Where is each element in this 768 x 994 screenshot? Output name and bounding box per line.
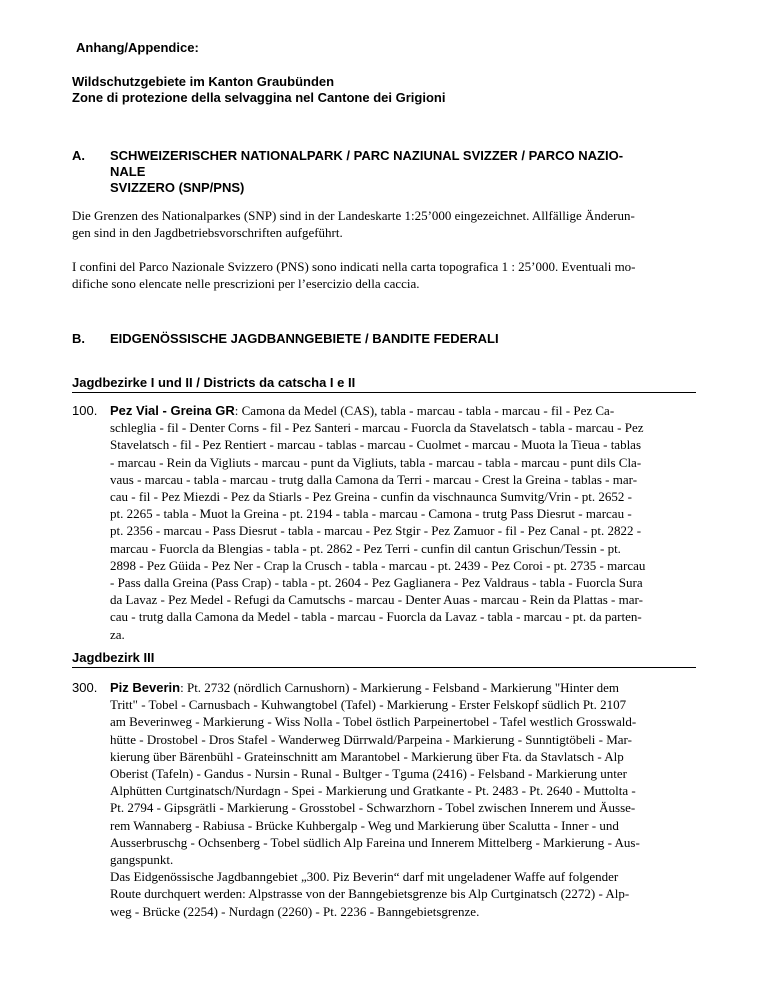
entry-100-line: - marcau - Rein da Vigliuts - marcau - punt da Vigliuts, tabla - marcau - tabla - marcau - punt dils Cla- [110, 454, 642, 470]
entry-300-line: Tritt" - Tobel - Carnusbach - Kuhwangtobel (Tafel) - Markierung - Erster Felskopf südlich Pt. 2107 [110, 697, 627, 713]
section-a-title-line1: SCHWEIZERISCHER NATIONALPARK / PARC NAZIUNAL SVIZZER / PARCO NAZIO- [110, 148, 624, 163]
para-de-line1: Die Grenzen des Nationalparkes (SNP) sind in der Landeskarte 1:25’000 eingezeichnet. Allfällige Änderun- [72, 208, 635, 223]
section-a-letter: A. [72, 148, 85, 163]
district-3-heading: Jagdbezirk III [72, 650, 155, 665]
entry-300-line: gangspunkt. [110, 852, 174, 868]
entry-300-line: Pt. 2794 - Gipsgrätli - Markierung - Grosstobel - Schwarzhorn - Tobel zwischen Innerem und Äusse- [110, 800, 636, 816]
section-a-title-line3: SVIZZERO (SNP/PNS) [110, 180, 245, 195]
entry-100-line: vaus - marcau - tabla - marcau - trutg dalla Camona da Terri - marcau - Crest la Greina - tablas - mar- [110, 471, 638, 487]
entry-300-line: kierung über Bärenbühl - Grateinschnitt am Marantobel - Markierung über Fta. da Stavlatsch - Alp [110, 748, 624, 764]
entry-300-body [110, 679, 710, 920]
entry-100-line: Camona da Medel (CAS), tabla - marcau - tabla - marcau - fil - Pez Ca- [238, 403, 615, 418]
entry-100-line: pt. 2356 - marcau - Pass Diesrut - tabla - marcau - Pez Stgir - Pez Zamuor - fil - Pez Canal - pt. 2822 - [110, 523, 642, 539]
district-3-rule [72, 667, 696, 668]
appendix-heading: Anhang/Appendice: [76, 40, 199, 55]
entry-300-line: Alphütten Curtginatsch/Nurdagn - Spei - Markierung und Gratkante - Pt. 2483 - Pt. 2640 - Muttolta - [110, 783, 636, 799]
entry-300-number: 300. [72, 680, 98, 695]
section-b-title: EIDGENÖSSISCHE JAGDBANNGEBIETE / BANDITE FEDERALI [110, 331, 499, 346]
section-b-letter: B. [72, 331, 85, 346]
district-1-rule [72, 392, 696, 393]
entry-300-line: Oberist (Tafeln) - Gandus - Nursin - Runal - Bultger - Tguma (2416) - Felsband - Markierung unter [110, 766, 627, 782]
entry-100-line: 2898 - Pez Güida - Pez Ner - Crap la Crusch - tabla - marcau - pt. 2439 - Pez Coroi - pt. 2735 - marcau [110, 557, 646, 573]
entry-100-line: Stavelatsch - fil - Pez Rentiert - marcau - tablas - marcau - Cuolmet - marcau - Muota la Tieua - tablas [110, 437, 642, 453]
entry-100-line: za. [110, 626, 125, 642]
para-de-line2: gen sind in den Jagdbetriebsvorschriften aufgeführt. [72, 225, 343, 240]
entry-300-line: rem Wannaberg - Rabiusa - Brücke Kuhbergalp - Weg und Markierung über Scalutta - Inner - und [110, 817, 619, 833]
entry-100-line: - Pass dalla Greina (Pass Crap) - tabla - pt. 2604 - Pez Gaglianera - Pez Valdraus - tabla - Fuorcla Sura [110, 575, 643, 591]
entry-100-line: cau - fil - Pez Miezdi - Pez da Stiarls - Pez Greina - cunfin da vischnaunca Sumvitg/Vrin - pt. 2652 - [110, 489, 632, 505]
entry-300-line: Das Eidgenössische Jagdbanngebiet „300. Piz Beverin“ darf mit ungeladener Waffe auf folgender [110, 869, 619, 885]
entry-300-line: am Beverinweg - Markierung - Wiss Nolla - Tobel östlich Parpeinertobel - Tafel westlich Grosswald- [110, 714, 637, 730]
entry-100-line: marcau - Fuorcla da Blengias - tabla - pt. 2862 - Pez Terri - cunfin dil cantun Grischun/Tessin - pt. [110, 540, 621, 556]
entry-100-body [110, 402, 710, 643]
entry-100-line: cau - trutg dalla Camona da Medel - tabla - marcau - Fuorcla da Lavaz - tabla - marcau - pt. da parten- [110, 609, 642, 625]
entry-300-title-suffix: : [180, 680, 184, 695]
entry-100-title-suffix: : [234, 403, 239, 418]
entry-300-line: Pt. 2732 (nördlich Carnushorn) - Markierung - Felsband - Markierung "Hinter dem [183, 680, 620, 695]
entry-300-line: Ausserbruschg - Ochsenberg - Tobel südlich Alp Fareina und Innerem Mittelberg - Markierung - Aus- [110, 834, 640, 850]
entry-300-line: weg - Brücke (2254) - Nurdagn (2260) - Pt. 2236 - Banngebietsgrenze. [110, 903, 480, 919]
entry-300-title: Piz Beverin [110, 680, 181, 695]
doc-title-it: Zone di protezione della selvaggina nel Cantone dei Grigioni [72, 90, 446, 105]
doc-title-de: Wildschutzgebiete im Kanton Graubünden [72, 74, 335, 89]
entry-100-number: 100. [72, 403, 98, 418]
entry-100-line: da Lavaz - Pez Medel - Refugi da Camutschs - marcau - Denter Auas - marcau - Rein da Plattas - mar- [110, 592, 643, 608]
entry-100-line: schleglia - fil - Denter Corns - fil - Pez Santeri - marcau - Fuorcla da Stavelatsch - tabla - marcau - Pez [110, 420, 644, 436]
para-it-line1: I confini del Parco Nazionale Svizzero (PNS) sono indicati nella carta topografica 1 : 25’000. Eventuali mo- [72, 259, 636, 274]
entry-100-title: Pez Vial - Greina GR [110, 403, 235, 418]
entry-100-line: pt. 2265 - tabla - Muot la Greina - pt. 2194 - tabla - marcau - Camona - trutg Pass Diesrut - marcau - [110, 506, 632, 522]
section-a-title-line2: NALE [110, 164, 146, 179]
entry-300-line: hütte - Drostobel - Dros Stafel - Wanderweg Dürrwald/Parpeina - Markierung - Sunntigtöbeli - Mar- [110, 731, 632, 747]
para-it-line2: difiche sono elencate nelle prescrizioni per l’esercizio della caccia. [72, 276, 420, 291]
section-a-paragraph-it [72, 258, 712, 292]
section-a-paragraph-de [72, 207, 712, 241]
entry-100-first-line [110, 402, 710, 419]
district-1-heading: Jagdbezirke I und II / Districts da catscha I e II [72, 375, 356, 390]
entry-300-first-line [110, 679, 710, 696]
entry-300-line: Route durchquert werden: Alpstrasse von der Banngebietsgrenze bis Alp Curtginatsch (2272) - Alp- [110, 886, 630, 902]
